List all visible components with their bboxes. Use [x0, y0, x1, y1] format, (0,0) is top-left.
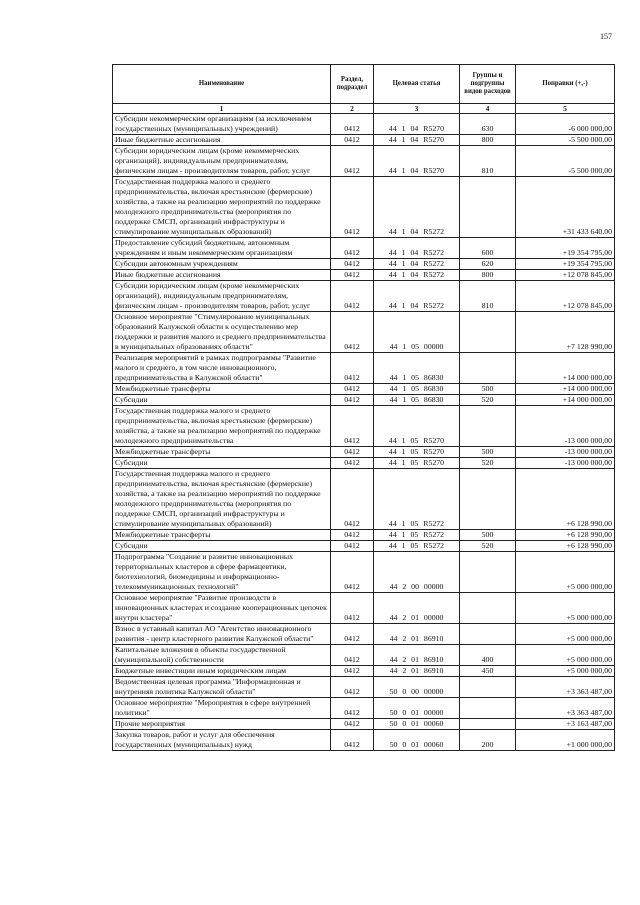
table-row — [113, 458, 615, 469]
row-section-cell: 0412 — [331, 259, 374, 270]
row-name-cell: Предоставление субсидий бюджетным, автономным учреждениям и иным некоммерческим организациям — [113, 238, 331, 259]
row-name-cell: Субсидии автономным учреждениям — [113, 259, 331, 270]
table-row — [113, 677, 615, 698]
column-number: 3 — [374, 104, 460, 114]
row-group-cell: 620 — [460, 259, 516, 270]
row-group-cell: 520 — [460, 395, 516, 406]
row-group-cell: 520 — [460, 458, 516, 469]
row-amount-cell: +3 363 487,00 — [516, 677, 615, 698]
row-group-cell — [460, 719, 516, 730]
row-amount-cell: +5 000 000,00 — [516, 645, 615, 666]
row-amount-cell: +12 078 845,00 — [516, 281, 615, 312]
row-name-cell: Взнос в уставный капитал АО "Агентство инновационного развития - центр кластерного развития Калужской области" — [113, 624, 331, 645]
row-target-cell: 44 1 05 R5270 — [374, 458, 460, 469]
row-group-cell: 450 — [460, 666, 516, 677]
budget-amendments-table — [112, 64, 615, 751]
row-name-cell: Бюджетные инвестиции иным юридическим лицам — [113, 666, 331, 677]
header-amendment: Поправки (+,-) — [516, 65, 615, 104]
row-name-cell: Субсидии — [113, 458, 331, 469]
column-number: 2 — [331, 104, 374, 114]
row-target-cell: 44 1 04 R5272 — [374, 238, 460, 259]
row-group-cell — [460, 469, 516, 530]
row-section-cell: 0412 — [331, 146, 374, 177]
row-name-cell: Основное мероприятие "Мероприятия в сфере внутренней политики" — [113, 698, 331, 719]
row-group-cell: 810 — [460, 146, 516, 177]
row-section-cell: 0412 — [331, 541, 374, 552]
row-target-cell: 44 1 05 86830 — [374, 395, 460, 406]
table-row — [113, 270, 615, 281]
page-number: 157 — [600, 32, 612, 41]
row-amount-cell: +5 000 000,00 — [516, 624, 615, 645]
column-numbers-row — [113, 104, 615, 114]
row-amount-cell: +31 433 640,00 — [516, 177, 615, 238]
table-row — [113, 698, 615, 719]
row-section-cell: 0412 — [331, 177, 374, 238]
row-name-cell: Ведомственная целевая программа "Информационная и внутренняя политика Калужской области" — [113, 677, 331, 698]
row-amount-cell: +14 000 000,00 — [516, 395, 615, 406]
row-group-cell: 800 — [460, 135, 516, 146]
row-target-cell: 44 1 04 R5272 — [374, 281, 460, 312]
table-row — [113, 447, 615, 458]
row-section-cell: 0412 — [331, 238, 374, 259]
row-amount-cell: -13 000 000,00 — [516, 406, 615, 447]
row-amount-cell: +14 000 000,00 — [516, 384, 615, 395]
header-name: Наименование — [113, 65, 331, 104]
table-body — [113, 114, 615, 751]
row-section-cell: 0412 — [331, 645, 374, 666]
row-target-cell: 44 1 05 R5270 — [374, 447, 460, 458]
row-section-cell: 0412 — [331, 384, 374, 395]
row-target-cell: 44 1 05 86830 — [374, 353, 460, 384]
row-amount-cell: +5 000 000,00 — [516, 666, 615, 677]
table-row — [113, 177, 615, 238]
row-section-cell: 0412 — [331, 730, 374, 751]
row-amount-cell: -13 000 000,00 — [516, 447, 615, 458]
row-amount-cell: +3 163 487,00 — [516, 719, 615, 730]
row-group-cell: 500 — [460, 384, 516, 395]
row-section-cell: 0412 — [331, 395, 374, 406]
row-amount-cell: +1 000 000,00 — [516, 730, 615, 751]
row-name-cell: Субсидии юридическим лицам (кроме некоммерческих организаций), индивидуальным предпринимателям, физическим лицам - производителям товаров, работ, услуг — [113, 281, 331, 312]
row-target-cell: 44 1 04 R5272 — [374, 270, 460, 281]
row-amount-cell: +6 128 990,00 — [516, 530, 615, 541]
table-row — [113, 719, 615, 730]
row-name-cell: Субсидии некоммерческим организациям (за исключением государственных (муниципальных) учреждений) — [113, 114, 331, 135]
row-section-cell: 0412 — [331, 114, 374, 135]
row-section-cell: 0412 — [331, 719, 374, 730]
row-name-cell: Межбюджетные трансферты — [113, 384, 331, 395]
row-name-cell: Капитальные вложения в объекты государственной (муниципальной) собственности — [113, 645, 331, 666]
row-amount-cell: +19 354 795,00 — [516, 259, 615, 270]
table-row — [113, 114, 615, 135]
row-target-cell: 44 1 05 R5272 — [374, 469, 460, 530]
row-section-cell: 0412 — [331, 135, 374, 146]
row-target-cell: 50 0 01 00000 — [374, 698, 460, 719]
row-section-cell: 0412 — [331, 552, 374, 593]
header-target: Целевая статья — [374, 65, 460, 104]
table-row — [113, 312, 615, 353]
row-amount-cell: +6 128 990,00 — [516, 469, 615, 530]
row-amount-cell: +19 354 795,00 — [516, 238, 615, 259]
table-row — [113, 666, 615, 677]
row-target-cell: 44 2 01 86910 — [374, 645, 460, 666]
row-name-cell: Субсидии юридическим лицам (кроме некоммерческих организаций), индивидуальным предпринимателям, физическим лицам - производителям товаров, работ, услуг — [113, 146, 331, 177]
row-group-cell — [460, 312, 516, 353]
row-name-cell: Реализация мероприятий в рамках подпрограммы "Развитие малого и среднего, в том числе инновационного, предпринимательства в Калужской области" — [113, 353, 331, 384]
row-group-cell — [460, 677, 516, 698]
row-group-cell — [460, 406, 516, 447]
table-row — [113, 395, 615, 406]
row-name-cell: Подпрограмма "Создание и развитие инновационных территориальных кластеров в сфере фармацевтики, биотехнологий, биомедицины и информационно-телекоммуникационных технологий" — [113, 552, 331, 593]
row-amount-cell: +5 000 000,00 — [516, 593, 615, 624]
row-section-cell: 0412 — [331, 312, 374, 353]
table-row — [113, 406, 615, 447]
table-row — [113, 593, 615, 624]
row-target-cell: 44 1 05 R5272 — [374, 541, 460, 552]
row-group-cell: 600 — [460, 238, 516, 259]
row-section-cell: 0412 — [331, 666, 374, 677]
row-section-cell: 0412 — [331, 406, 374, 447]
row-name-cell: Основное мероприятие "Стимулирование муниципальных образований Калужской области к осуществлению мер поддержки и развития малого и среднего предпринимательства в муниципальных образованиях области" — [113, 312, 331, 353]
table-row — [113, 146, 615, 177]
row-section-cell: 0412 — [331, 698, 374, 719]
row-target-cell: 50 0 00 00000 — [374, 677, 460, 698]
table-row — [113, 530, 615, 541]
row-name-cell: Основное мероприятие "Развитие производств в инновационных кластерах и создание кооперационных цепочек внутри кластера" — [113, 593, 331, 624]
row-name-cell: Субсидии — [113, 395, 331, 406]
row-name-cell: Государственная поддержка малого и среднего предпринимательства, включая крестьянские (фермерские) хозяйства, а также на реализацию мероприятий по поддержке молодежного предпринимательства (мероприятия по поддержке СМСП, организаций инфраструктуры и стимулирование муниципальных образований) — [113, 177, 331, 238]
row-group-cell: 520 — [460, 541, 516, 552]
row-target-cell: 44 1 04 R5270 — [374, 146, 460, 177]
column-number: 5 — [516, 104, 615, 114]
row-amount-cell: -13 000 000,00 — [516, 458, 615, 469]
row-target-cell: 50 0 01 00060 — [374, 719, 460, 730]
row-section-cell: 0412 — [331, 530, 374, 541]
row-name-cell: Прочие мероприятия — [113, 719, 331, 730]
row-target-cell: 44 1 05 86830 — [374, 384, 460, 395]
table-row — [113, 552, 615, 593]
row-group-cell — [460, 698, 516, 719]
row-target-cell: 44 2 01 86910 — [374, 666, 460, 677]
row-section-cell: 0412 — [331, 458, 374, 469]
row-section-cell: 0412 — [331, 593, 374, 624]
row-group-cell: 500 — [460, 447, 516, 458]
row-name-cell: Межбюджетные трансферты — [113, 530, 331, 541]
row-group-cell — [460, 624, 516, 645]
table-row — [113, 384, 615, 395]
row-target-cell: 44 1 05 R5270 — [374, 406, 460, 447]
row-group-cell — [460, 353, 516, 384]
row-group-cell — [460, 593, 516, 624]
row-target-cell: 44 2 00 00000 — [374, 552, 460, 593]
row-amount-cell: +3 363 487,00 — [516, 698, 615, 719]
row-target-cell: 44 1 04 R5272 — [374, 177, 460, 238]
row-target-cell: 44 1 04 R5270 — [374, 114, 460, 135]
row-amount-cell: -5 500 000,00 — [516, 146, 615, 177]
row-name-cell: Государственная поддержка малого и среднего предпринимательства, включая крестьянские (фермерские) хозяйства, а также на реализацию мероприятий по поддержке молодежного предпринимательства (мероприятия по поддержке СМСП, организаций инфраструктуры и стимулирование муниципальных образований) — [113, 469, 331, 530]
row-target-cell: 50 0 01 00060 — [374, 730, 460, 751]
row-group-cell: 200 — [460, 730, 516, 751]
row-amount-cell: -6 000 000,00 — [516, 114, 615, 135]
row-group-cell — [460, 177, 516, 238]
row-name-cell: Государственная поддержка малого и среднего предпринимательства, включая крестьянские (фермерские) хозяйства, а также на реализацию мероприятий по поддержке молодежного предпринимательства — [113, 406, 331, 447]
row-name-cell: Межбюджетные трансферты — [113, 447, 331, 458]
row-section-cell: 0412 — [331, 281, 374, 312]
column-number: 4 — [460, 104, 516, 114]
row-target-cell: 44 1 05 R5272 — [374, 530, 460, 541]
row-group-cell: 800 — [460, 270, 516, 281]
row-target-cell: 44 2 01 00000 — [374, 593, 460, 624]
header-section: Раздел, подраздел — [331, 65, 374, 104]
row-group-cell: 400 — [460, 645, 516, 666]
row-target-cell: 44 1 05 00000 — [374, 312, 460, 353]
table-header-row — [113, 65, 615, 104]
row-amount-cell: +7 128 990,00 — [516, 312, 615, 353]
table-row — [113, 469, 615, 530]
row-name-cell: Иные бюджетные ассигнования — [113, 135, 331, 146]
row-amount-cell: +12 078 845,00 — [516, 270, 615, 281]
row-section-cell: 0412 — [331, 447, 374, 458]
row-section-cell: 0412 — [331, 353, 374, 384]
table-row — [113, 624, 615, 645]
table-row — [113, 730, 615, 751]
row-name-cell: Закупка товаров, работ и услуг для обеспечения государственных (муниципальных) нужд — [113, 730, 331, 751]
row-target-cell: 44 1 04 R5272 — [374, 259, 460, 270]
table-row — [113, 238, 615, 259]
column-number: 1 — [113, 104, 331, 114]
table-row — [113, 259, 615, 270]
row-section-cell: 0412 — [331, 469, 374, 530]
row-group-cell: 810 — [460, 281, 516, 312]
header-group: Группы и подгруппы видов расходов — [460, 65, 516, 104]
row-section-cell: 0412 — [331, 624, 374, 645]
row-group-cell: 630 — [460, 114, 516, 135]
row-name-cell: Иные бюджетные ассигнования — [113, 270, 331, 281]
row-section-cell: 0412 — [331, 677, 374, 698]
row-target-cell: 44 2 01 86910 — [374, 624, 460, 645]
row-amount-cell: +14 000 000,00 — [516, 353, 615, 384]
table-row — [113, 353, 615, 384]
row-group-cell — [460, 552, 516, 593]
row-name-cell: Субсидии — [113, 541, 331, 552]
row-amount-cell: +6 128 990,00 — [516, 541, 615, 552]
row-target-cell: 44 1 04 R5270 — [374, 135, 460, 146]
table-row — [113, 135, 615, 146]
table-row — [113, 645, 615, 666]
row-amount-cell: +5 000 000,00 — [516, 552, 615, 593]
row-group-cell: 500 — [460, 530, 516, 541]
row-amount-cell: -5 500 000,00 — [516, 135, 615, 146]
table-row — [113, 281, 615, 312]
table-row — [113, 541, 615, 552]
row-section-cell: 0412 — [331, 270, 374, 281]
